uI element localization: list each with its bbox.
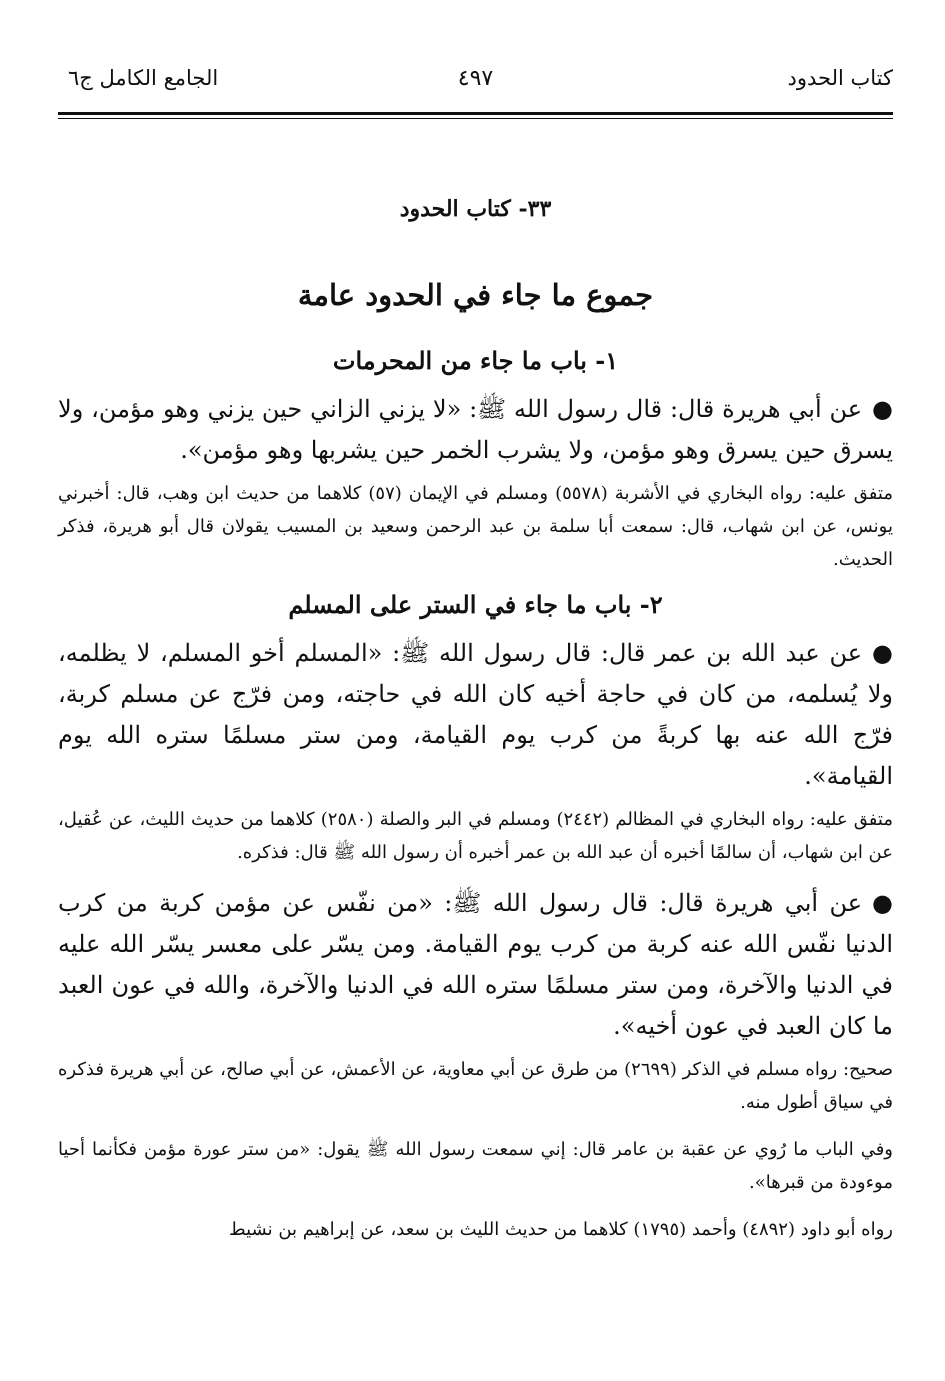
book-title: ٣٣- كتاب الحدود xyxy=(399,196,552,222)
hadith-note: صحيح: رواه مسلم في الذكر (٢٦٩٩) من طرق عن أبي معاوية، عن الأعمش، عن أبي صالح، عن أبي هريرة فذكره في سياق أطول منه. xyxy=(58,1059,893,1113)
bullet-icon: ● xyxy=(872,639,893,667)
hadith-text xyxy=(58,389,893,471)
hadith-body: عن أبي هريرة قال: قال رسول الله ﷺ: «لا يزني الزاني حين يزني وهو مؤمن، ولا يسرق حين يسرق وهو مؤمن، ولا يشرب الخمر حين يشربها وهو مؤمن». xyxy=(58,395,893,464)
page-number: ٤٩٧ xyxy=(457,66,494,91)
hadith-note: متفق عليه: رواه البخاري في الأشربة (٥٥٧٨) ومسلم في الإيمان (٥٧) كلاهما من حديث ابن وهب، قال: أخبرني يونس، عن ابن شهاب، قال: سمعت أبا سلمة بن عبد الرحمن وسعيد بن المسيب يقولان قال أبو هريرة، فذكر الحديث. xyxy=(58,483,893,570)
hadith-text xyxy=(58,883,893,1047)
section-title: ٢- باب ما جاء في الستر على المسلم xyxy=(288,590,663,619)
header-rule-thick xyxy=(58,112,893,115)
page-content xyxy=(58,196,893,1260)
chapter-title: جموع ما جاء في الحدود عامة xyxy=(297,278,654,312)
header-section-name: كتاب الحدود xyxy=(787,66,893,90)
hadith-note: متفق عليه: رواه البخاري في المظالم (٢٤٤٢) ومسلم في البر والصلة (٢٥٨٠) كلاهما من حديث الليث، عن عُقيل، عن ابن شهاب، أن سالمًا أخبره أن عبد الله بن عمر أخبره أن رسول الله ﷺ قال: فذكره. xyxy=(58,809,893,863)
book-page xyxy=(58,0,893,1381)
hadith-body: عن عبد الله بن عمر قال: قال رسول الله ﷺ: «المسلم أخو المسلم، لا يظلمه، ولا يُسلمه، من كان في حاجة أخيه كان الله في حاجته، ومن فرّج عن مسلم كربة، فرّج الله عنه بها كربةً من كرب يوم القيامة، ومن ستر مسلمًا ستره الله يوم القيامة». xyxy=(58,639,893,790)
hadith-note: وفي الباب ما رُوي عن عقبة بن عامر قال: إني سمعت رسول الله ﷺ يقول: «من ستر عورة مؤمن فكأنما أحيا موءودة من قبرها». xyxy=(58,1139,893,1193)
bullet-icon: ● xyxy=(872,395,893,423)
hadith-note: رواه أبو داود (٤٨٩٢) وأحمد (١٧٩٥) كلاهما من حديث الليث بن سعد، عن إبراهيم بن نشيط xyxy=(229,1219,893,1240)
running-header xyxy=(58,66,893,106)
header-rule-thin xyxy=(58,118,893,119)
section-title: ١- باب ما جاء من المحرمات xyxy=(332,346,619,375)
hadith-text xyxy=(58,633,893,797)
header-volume-name: الجامع الكامل ج٦ xyxy=(68,66,219,90)
bullet-icon: ● xyxy=(872,889,893,917)
hadith-body: عن أبي هريرة قال: قال رسول الله ﷺ: «من نفّس عن مؤمن كربة من كرب الدنيا نفّس الله عنه كربة من كرب يوم القيامة. ومن يسّر على معسر يسّر الله عليه في الدنيا والآخرة، ومن ستر مسلمًا ستره الله في الدنيا والآخرة، والله في عون العبد ما كان العبد في عون أخيه». xyxy=(58,889,893,1040)
